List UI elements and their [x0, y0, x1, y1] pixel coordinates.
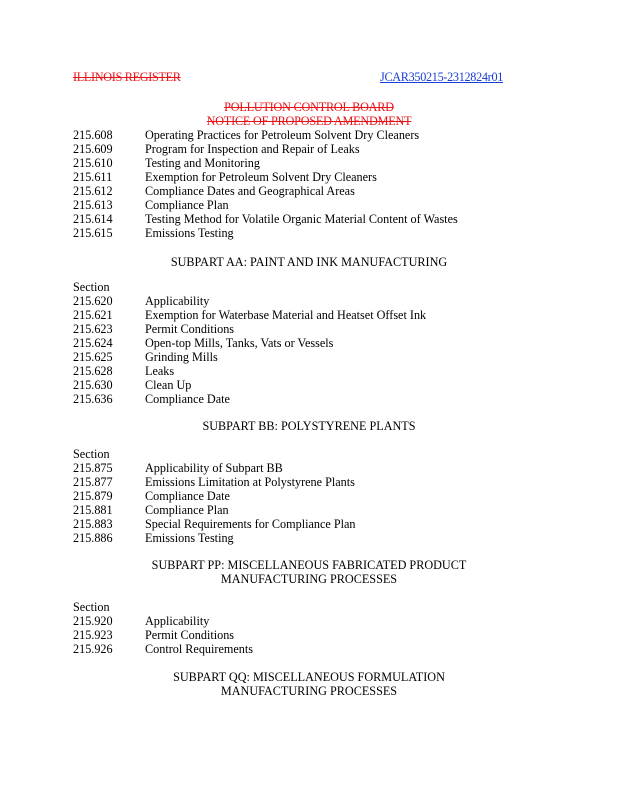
section-number: 215.875	[73, 461, 113, 475]
section-number: 215.613	[73, 198, 113, 212]
section-row	[73, 503, 229, 517]
subpart-pp-heading-continued: MANUFACTURING PROCESSES	[220, 572, 398, 586]
section-number: 215.609	[73, 142, 113, 156]
section-row	[73, 184, 355, 198]
section-title: Compliance Date	[145, 489, 230, 503]
section-title: Exemption for Petroleum Solvent Dry Cleaners	[145, 170, 377, 184]
section-number: 215.611	[73, 170, 113, 184]
section-number: 215.883	[73, 517, 113, 531]
section-row	[73, 350, 218, 364]
section-row	[73, 294, 209, 308]
section-number: 215.920	[73, 614, 113, 628]
section-number: 215.636	[73, 392, 113, 406]
section-row	[73, 364, 174, 378]
section-row	[73, 392, 230, 406]
section-number: 215.614	[73, 212, 113, 226]
section-title: Program for Inspection and Repair of Leaks	[145, 142, 360, 156]
section-row	[73, 156, 260, 170]
section-title: Clean Up	[145, 378, 192, 392]
section-title: Operating Practices for Petroleum Solvent Dry Cleaners	[145, 128, 420, 142]
section-row	[73, 614, 209, 628]
section-number: 215.621	[73, 308, 113, 322]
section-title: Testing and Monitoring	[145, 156, 260, 170]
section-row	[73, 489, 230, 503]
subpart-aa-heading: SUBPART AA: PAINT AND INK MANUFACTURING	[170, 255, 448, 269]
section-number: 215.879	[73, 489, 113, 503]
section-number: 215.886	[73, 531, 113, 545]
section-number: 215.923	[73, 628, 113, 642]
section-title: Leaks	[145, 364, 175, 378]
section-row	[73, 628, 234, 642]
section-number: 215.630	[73, 378, 113, 392]
section-label: Section	[73, 600, 110, 614]
section-row	[73, 322, 234, 336]
agency-name: POLLUTION CONTROL BOARD	[224, 100, 394, 114]
section-title: Applicability of Subpart BB	[145, 461, 283, 475]
section-title: Compliance Plan	[145, 503, 229, 517]
section-title: Emissions Testing	[145, 226, 234, 240]
section-title: Permit Conditions	[145, 322, 235, 336]
section-title: Emissions Testing	[145, 531, 234, 545]
section-row	[73, 461, 283, 475]
section-number: 215.623	[73, 322, 113, 336]
section-row	[73, 378, 191, 392]
section-title: Special Requirements for Compliance Plan	[145, 517, 356, 531]
section-number: 215.877	[73, 475, 113, 489]
section-row	[73, 336, 333, 350]
section-title: Compliance Date	[145, 392, 230, 406]
jcar-reference-link[interactable]: JCAR350215-2312824r01	[380, 70, 504, 84]
section-title: Exemption for Waterbase Material and Heatset Offset Ink	[145, 308, 427, 322]
section-row	[73, 475, 355, 489]
section-number: 215.620	[73, 294, 113, 308]
section-row	[73, 642, 253, 656]
section-number: 215.926	[73, 642, 113, 656]
section-number: 215.881	[73, 503, 113, 517]
section-row	[73, 198, 229, 212]
notice-title: NOTICE OF PROPOSED AMENDMENT	[206, 114, 412, 128]
section-title: Control Requirements	[145, 642, 253, 656]
section-title: Open-top Mills, Tanks, Vats or Vessels	[145, 336, 334, 350]
section-number: 215.624	[73, 336, 113, 350]
section-number: 215.612	[73, 184, 113, 198]
section-number: 215.610	[73, 156, 113, 170]
section-number: 215.628	[73, 364, 113, 378]
section-row	[73, 142, 360, 156]
subpart-qq-heading-continued: MANUFACTURING PROCESSES	[220, 684, 398, 698]
subpart-pp-heading: SUBPART PP: MISCELLANEOUS FABRICATED PRODUCT	[151, 558, 467, 572]
section-number: 215.608	[73, 128, 113, 142]
section-number: 215.615	[73, 226, 113, 240]
section-title: Applicability	[145, 614, 210, 628]
section-row	[73, 212, 458, 226]
section-title: Applicability	[145, 294, 210, 308]
section-title: Compliance Plan	[145, 198, 229, 212]
section-title: Permit Conditions	[145, 628, 235, 642]
section-row	[73, 517, 356, 531]
register-header: ILLINOIS REGISTER	[73, 70, 181, 84]
section-title: Compliance Dates and Geographical Areas	[145, 184, 355, 198]
section-label: Section	[73, 447, 110, 461]
section-row	[73, 170, 377, 184]
section-title: Emissions Limitation at Polystyrene Plants	[145, 475, 355, 489]
section-row	[73, 308, 426, 322]
section-label: Section	[73, 280, 110, 294]
section-number: 215.625	[73, 350, 113, 364]
subpart-qq-heading: SUBPART QQ: MISCELLANEOUS FORMULATION	[173, 670, 445, 684]
section-title: Grinding Mills	[145, 350, 218, 364]
subpart-bb-heading: SUBPART BB: POLYSTYRENE PLANTS	[202, 419, 416, 433]
section-row	[73, 226, 234, 240]
section-title: Testing Method for Volatile Organic Material Content of Wastes	[145, 212, 458, 226]
section-row	[73, 531, 234, 545]
section-row	[73, 128, 419, 142]
